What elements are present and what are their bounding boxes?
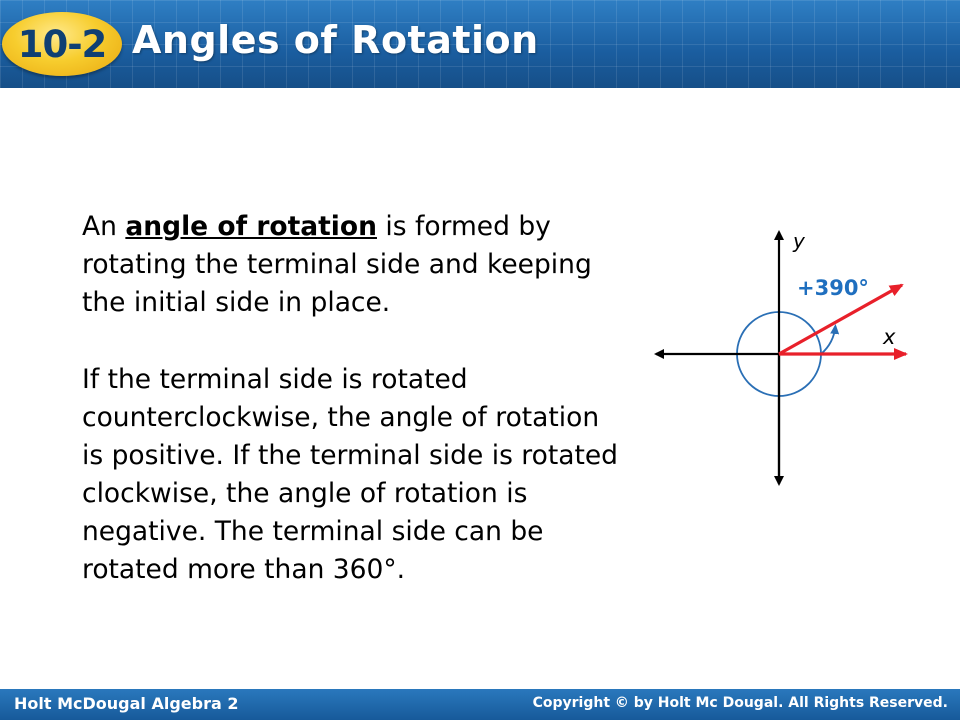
- explanation-paragraph: If the terminal side is rotated counterclockwise, the angle of rotation is positive. If the terminal side is rotated clockwise, the angle of rotation is negative. The terminal side can be rotated more than 360°.: [82, 364, 618, 585]
- x-axis-label: x: [883, 325, 896, 349]
- page-title: Angles of Rotation: [132, 18, 539, 62]
- footer-bar: [0, 689, 960, 720]
- rotation-diagram: [640, 220, 940, 495]
- lesson-number: 10-2: [17, 22, 107, 66]
- header-banner: [0, 0, 960, 88]
- definition-rest: is formed by rotating the terminal side and keeping the initial side in place.: [82, 211, 592, 318]
- textbook-name: Holt McDougal Algebra 2: [14, 694, 239, 713]
- copyright-notice: Copyright © by Holt Mc Dougal. All Rights Reserved.: [532, 695, 948, 711]
- definition-paragraph: [82, 208, 622, 322]
- y-axis-label: y: [793, 229, 805, 253]
- key-term: angle of rotation: [125, 211, 377, 242]
- definition-lead: An: [82, 211, 126, 242]
- angle-label: +390°: [797, 276, 869, 300]
- lesson-badge: [2, 12, 122, 76]
